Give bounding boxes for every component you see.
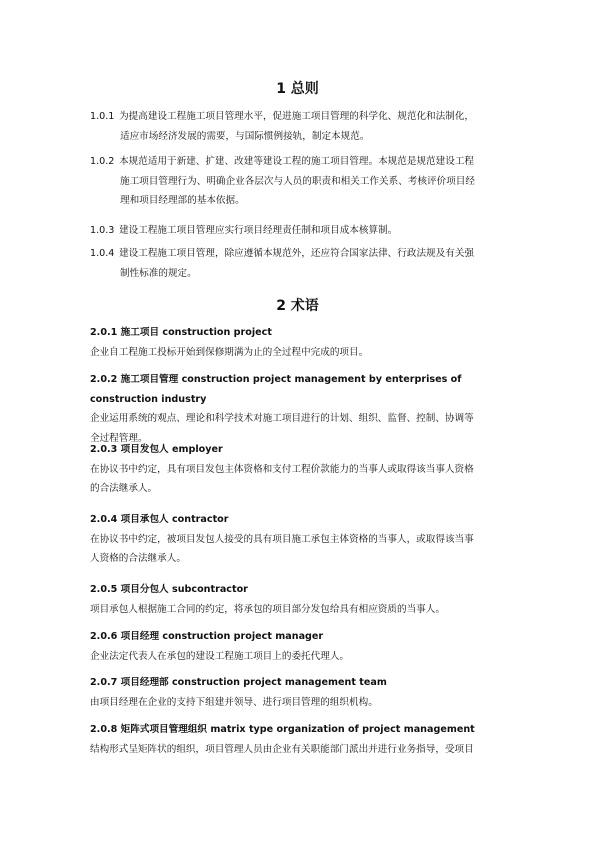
term-heading <box>90 677 387 688</box>
clause-text: 建设工程施工项目管理，除应遵循本规范外，还应符合国家法律、行政法规及有关强 <box>119 248 475 259</box>
clause-text: 理和项目经理部的基本依据。 <box>120 195 245 207</box>
clause-1-0-3 <box>90 221 510 241</box>
term-definition: 企业自工程施工投标开始到保修期满为止的全过程中完成的项目。 <box>90 346 369 358</box>
term-definition: 在协议书中约定，被项目发包人接受的具有项目施工承包主体资格的当事人，或取得该当事 <box>90 533 474 545</box>
term-number: 2.0.8 <box>90 724 118 735</box>
term-definition: 企业运用系统的观点、理论和科学技术对施工项目进行的计划、组织、监督、控制、协调等 <box>90 413 474 425</box>
term-heading <box>90 724 475 735</box>
term-2-0-5 <box>90 580 510 619</box>
term-definition: 企业法定代表人在承包的建设工程施工项目上的委托代理人。 <box>90 650 350 662</box>
term-2-0-1 <box>90 323 510 362</box>
term-definition: 人资格的合法继承人。 <box>90 553 186 565</box>
term-english: contractor <box>171 514 229 525</box>
term-2-0-3 <box>90 440 510 499</box>
term-name: 项目经理 <box>120 631 160 642</box>
term-heading <box>90 631 323 642</box>
term-number: 2.0.4 <box>90 514 118 525</box>
term-english: employer <box>171 444 223 455</box>
clause-number: 1.0.3 <box>90 225 115 236</box>
clause-text: 为提高建设工程施工项目管理水平，促进施工项目管理的科学化、规范化和法制化， <box>119 111 475 122</box>
term-english: construction project management team <box>171 677 387 688</box>
term-name: 项目承包人 <box>120 514 169 525</box>
term-definition: 的合法继承人。 <box>90 483 158 495</box>
term-english: construction project management by enterprises of construction industry <box>90 374 462 405</box>
clause-number: 1.0.2 <box>90 156 115 167</box>
term-name: 项目发包人 <box>120 444 169 455</box>
term-definition: 在协议书中约定，具有项目发包主体资格和支付工程价款能力的当事人或取得该当事人资格 <box>90 463 474 475</box>
term-heading <box>90 584 248 595</box>
term-definition: 由项目经理在企业的支持下组建并领导、进行项目管理的组织机构。 <box>90 696 378 708</box>
term-english: subcontractor <box>171 584 248 595</box>
chapter-2-title: 2 术语 <box>276 298 319 314</box>
term-definition: 结构形式呈矩阵状的组织，项目管理人员由企业有关职能部门派出并进行业务指导，受项目 <box>90 743 474 755</box>
term-2-0-4 <box>90 510 510 569</box>
term-english: matrix type organization of project management <box>210 724 475 735</box>
term-heading <box>90 327 272 338</box>
term-number: 2.0.3 <box>90 444 118 455</box>
clause-number: 1.0.4 <box>90 248 115 259</box>
term-heading <box>90 514 228 525</box>
term-definition: 项目承包人根据施工合同的约定，将承包的项目部分发包给具有相应资质的当事人。 <box>90 603 445 615</box>
clause-1-0-1 <box>90 107 510 146</box>
term-2-0-6 <box>90 627 510 666</box>
term-name: 矩阵式项目管理组织 <box>120 724 208 735</box>
term-number: 2.0.1 <box>90 327 118 338</box>
clause-number: 1.0.1 <box>90 111 115 122</box>
clause-text: 制性标准的规定。 <box>120 267 197 279</box>
term-number: 2.0.7 <box>90 677 118 688</box>
term-name: 项目经理部 <box>120 677 169 688</box>
clause-text: 适应市场经济发展的需要，与国际惯例接轨，制定本规范。 <box>120 130 370 142</box>
term-name: 施工项目管理 <box>120 374 179 385</box>
term-number: 2.0.5 <box>90 584 118 595</box>
clause-1-0-2 <box>90 152 510 211</box>
term-number: 2.0.6 <box>90 631 118 642</box>
clause-1-0-4 <box>90 244 510 283</box>
term-2-0-7 <box>90 673 510 712</box>
term-number: 2.0.2 <box>90 374 118 385</box>
clause-text: 施工项目管理行为、明确企业各层次与人员的职责和相关工作关系、考核评价项目经 <box>120 175 475 187</box>
term-name: 施工项目 <box>120 327 160 338</box>
clause-text: 本规范适用于新建、扩建、改建等建设工程的施工项目管理。本规范是规范建设工程 <box>119 156 475 167</box>
term-2-0-8 <box>90 720 510 759</box>
term-english: construction project manager <box>162 631 324 642</box>
term-2-0-2 <box>90 370 510 448</box>
term-heading <box>90 444 223 455</box>
term-english: construction project <box>162 327 272 338</box>
term-heading <box>90 374 461 405</box>
clause-text: 建设工程施工项目管理应实行项目经理责任制和项目成本核算制。 <box>119 225 398 236</box>
chapter-1-title: 1 总则 <box>276 81 319 97</box>
term-definition: 全过程管理。 <box>90 432 148 444</box>
term-name: 项目分包人 <box>120 584 169 595</box>
